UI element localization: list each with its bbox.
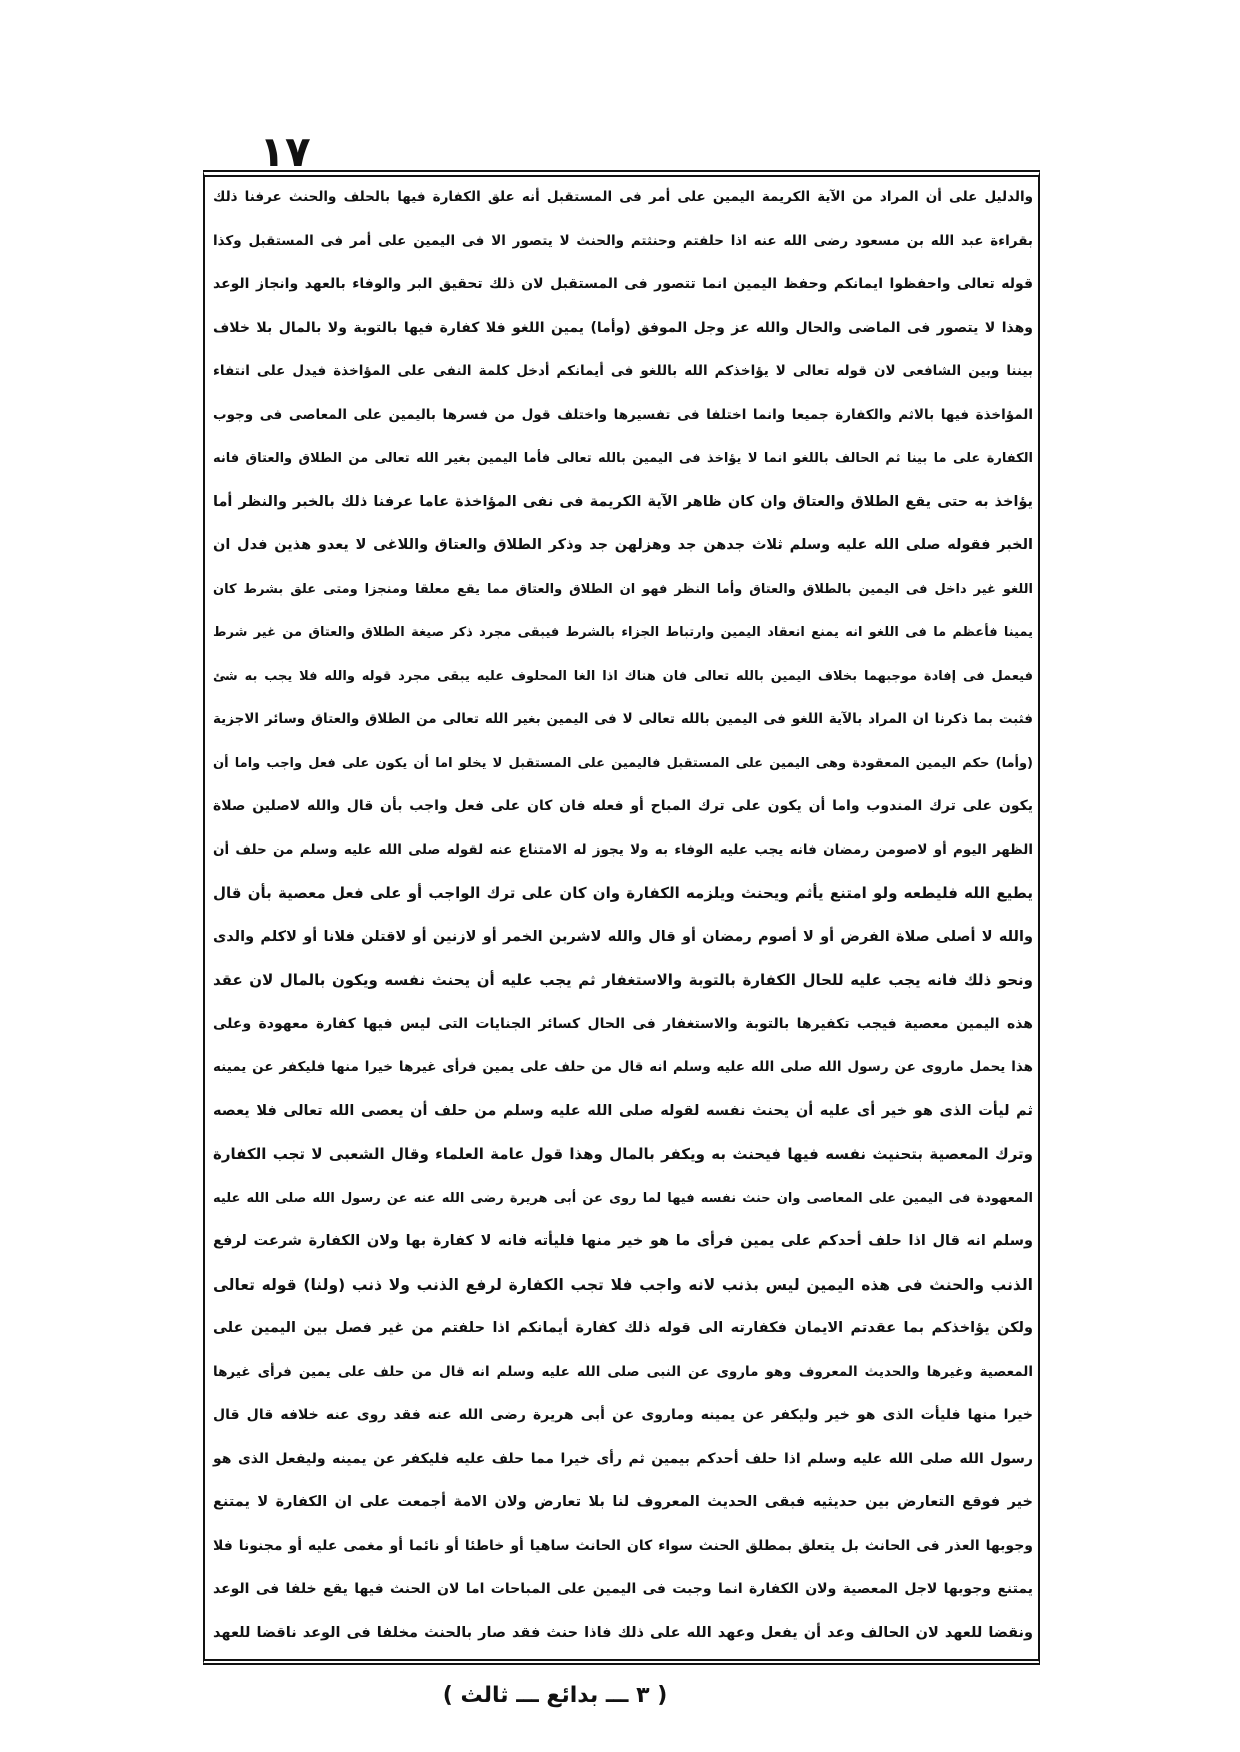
text-line: المعهودة فى اليمين على المعاصى وان حنث نفسه فيها لما روى عن أبى هريرة رضى الله عنه عن رسول الله صلى الله عليه — [213, 1190, 1033, 1206]
text-line: المؤاخذة فيها بالاثم والكفارة جميعا وانما اختلفا فى تفسيرها واختلف قول من فسرها باليمين على المعاصى فى وجوب — [213, 406, 1033, 423]
text-line: والله لا أصلى صلاة الفرض أو لا أصوم رمضان أو قال والله لاشربن الخمر أو لازنين أو لاقتلن فلانا أو لاكلم والدى — [213, 928, 1033, 945]
text-line: رسول الله صلى الله عليه وسلم اذا حلف أحدكم بيمين ثم رأى خيرا مما حلف عليه فليكفر عن يمينه وليفعل الذى هو — [213, 1450, 1033, 1467]
text-line: قوله تعالى واحفظوا ايمانكم وحفظ اليمين انما تتصور فى المستقبل لان ذلك تحقيق البر والوفاء بالعهد وانجاز الوعد — [213, 276, 1033, 292]
text-line: فيعمل فى إفادة موجبهما بخلاف اليمين بالله تعالى فان هناك اذا الغا المحلوف عليه يبقى مجرد قوله والله فلا يجب به شئ — [213, 668, 1033, 684]
text-line: والدليل على أن المراد من الآية الكريمة اليمين على أمر فى المستقبل أنه علق الكفارة فيها بالحلف والحنث عرفنا ذلك — [213, 189, 1033, 205]
text-line: (وأما) حكم اليمين المعقودة وهى اليمين على المستقبل فاليمين على المستقبل لا يخلو اما أن يكون على فعل واجب واما أن — [213, 755, 1033, 771]
text-line: الذنب والحنث فى هذه اليمين ليس بذنب لانه واجب فلا تجب الكفارة لرفع الذنب ولا ذنب (ولنا) قوله تعالى — [213, 1275, 1033, 1294]
text-line: الظهر اليوم أو لاصومن رمضان فانه يجب عليه الوفاء به ولا يجوز له الامتناع عنه لقوله صلى الله عليه وسلم من حلف أن — [213, 841, 1033, 858]
text-line: يكون على ترك المندوب واما أن يكون على ترك المباح أو فعله فان كان على فعل واجب بأن قال والله لاصلين صلاة — [213, 798, 1033, 814]
text-line: خيرا منها فليأت الذى هو خير وليكفر عن يمينه وماروى عن أبى هريرة رضى الله عنه فقد روى عنه خلافه قال قال — [213, 1407, 1033, 1423]
text-line: هذا يحمل ماروى عن رسول الله صلى الله عليه وسلم انه قال من حلف على يمين فرأى غيرها خيرا منها فليكفر عن يمينه — [213, 1059, 1033, 1075]
text-line: يؤاخذ به حتى يقع الطلاق والعتاق وان كان ظاهر الآية الكريمة فى نفى المؤاخذة عاما عرفنا ذلك بالخبر والنظر أما — [213, 493, 1033, 510]
text-line: هذه اليمين معصية فيجب تكفيرها بالتوبة والاستغفار فى الحال كسائر الجنايات التى ليس فيها كفارة معهودة وعلى — [213, 1015, 1033, 1032]
text-line: ولكن يؤاخذكم بما عقدتم الايمان فكفارته الى قوله ذلك كفارة أيمانكم اذا حلفتم من غير فصل بين اليمين على — [213, 1320, 1033, 1336]
text-line: اللغو غير داخل فى اليمين بالطلاق والعتاق وأما النظر فهو ان الطلاق والعتاق مما يقع معلقا ومنجزا ومتى علق بشرط كان — [213, 581, 1033, 597]
text-line: ونقضا للعهد لان الحالف وعد أن يفعل وعهد الله على ذلك فاذا حنث فقد صار بالحنث مخلفا فى الوعد ناقضا للعهد — [213, 1624, 1033, 1641]
text-line: يطيع الله فليطعه ولو امتنع يأثم ويحنث ويلزمه الكفارة وان كان على ترك الواجب أو على فعل معصية بأن قال — [213, 884, 1033, 902]
body-text — [213, 176, 1033, 1655]
page-number: ١٧ — [259, 127, 311, 176]
text-line: خير فوقع التعارض بين حديثيه فبقى الحديث المعروف لنا بلا تعارض ولان الامة أجمعت على ان الكفارة لا يمتنع — [213, 1494, 1033, 1510]
text-line: ونحو ذلك فانه يجب عليه للحال الكفارة بالتوبة والاستغفار ثم يجب عليه أن يحنث نفسه ويكون بالمال لان عقد — [213, 971, 1033, 989]
text-line: يمتنع وجوبها لاجل المعصية ولان الكفارة انما وجبت فى اليمين على المباحات اما لان الحنث فيها يقع خلفا فى الوعد — [213, 1581, 1033, 1597]
text-line: وترك المعصية بتحنيث نفسه فيها فيحنث به ويكفر بالمال وهذا قول عامة العلماء وقال الشعبى لا تجب الكفارة — [213, 1145, 1033, 1163]
signature-footer: ( ٣ ـــ بدائع ـــ ثالث ) — [442, 1683, 668, 1708]
text-line: بقراءة عبد الله بن مسعود رضى الله عنه اذا حلفتم وحنثتم والحنث لا يتصور الا فى اليمين على أمر فى المستقبل وكذا — [213, 232, 1033, 249]
text-line: وجوبها العذر فى الحانث بل يتعلق بمطلق الحنث سواء كان الحانث ساهيا أو خاطئا أو نائما أو مغمى عليه أو مجنونا فلا — [213, 1537, 1033, 1554]
text-line: بيننا وبين الشافعى لان قوله تعالى لا يؤاخذكم الله باللغو فى أيمانكم أدخل كلمة النفى على المؤاخذة فيدل على انتفاء — [213, 363, 1033, 379]
text-line: يمينا فأعظم ما فى اللغو انه يمنع انعقاد اليمين وارتباط الجزاء بالشرط فيبقى مجرد ذكر صيغة الطلاق والعتاق من غير شرط — [213, 625, 1033, 640]
text-line: وسلم انه قال اذا حلف أحدكم على يمين فرأى ما هو خير منها فليأته فانه لا كفارة بها ولان الكفارة شرعت لرفع — [213, 1233, 1033, 1249]
text-line: فثبت بما ذكرنا ان المراد بالآية اللغو فى اليمين بالله تعالى لا فى اليمين بغير الله تعالى من الطلاق والعتاق وسائر الاجزية — [213, 711, 1033, 727]
text-line: وهذا لا يتصور فى الماضى والحال والله عز وجل الموفق (وأما) يمين اللغو فلا كفارة فيها بالتوبة ولا بالمال بلا خلاف — [213, 319, 1033, 336]
text-line: المعصية وغيرها والحديث المعروف وهو ماروى عن النبى صلى الله عليه وسلم انه قال من حلف على يمين فرأى غيرها — [213, 1363, 1033, 1380]
text-line: الخبر فقوله صلى الله عليه وسلم ثلاث جدهن جد وهزلهن جد وذكر الطلاق والعتاق واللاغى لا يعدو هذين فدل ان — [213, 537, 1033, 553]
text-line: ثم ليأت الذى هو خير أى عليه أن يحنث نفسه لقوله صلى الله عليه وسلم من حلف أن يعصى الله تعالى فلا يعصه — [213, 1102, 1033, 1119]
text-line: الكفارة على ما بينا ثم الحالف باللغو انما لا يؤاخذ فى اليمين بالله تعالى فأما اليمين بغير الله تعالى من الطلاق والعتاق فانه — [213, 451, 1033, 466]
